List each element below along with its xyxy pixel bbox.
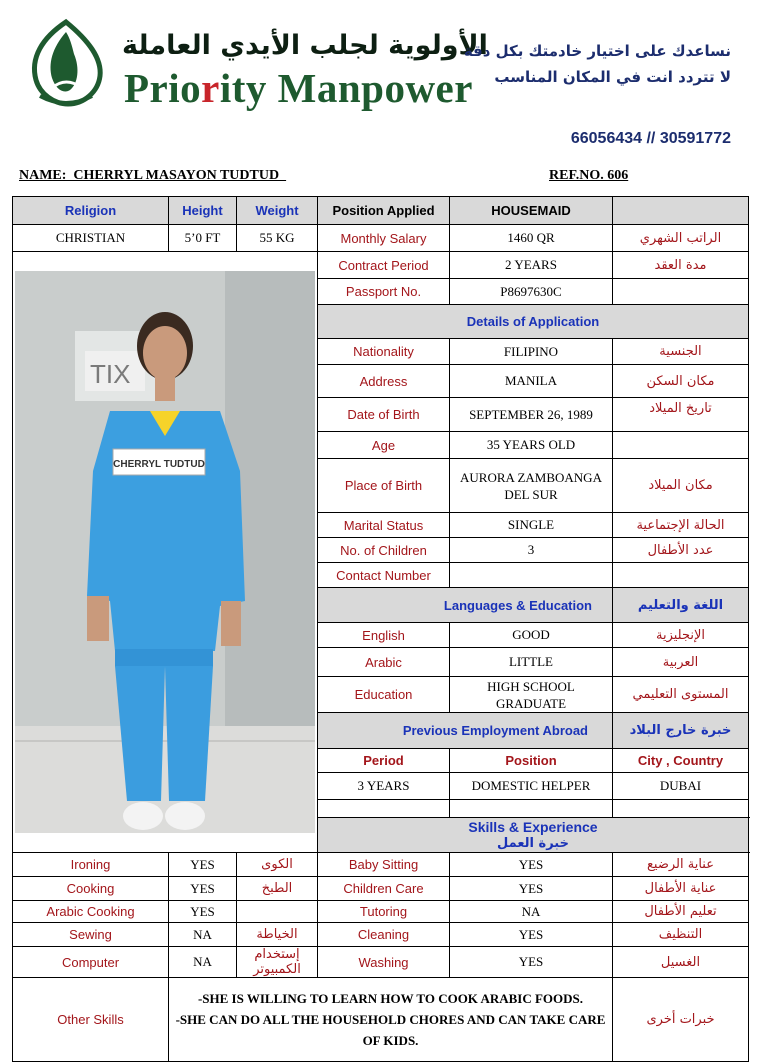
skill-value: NA [169, 923, 237, 947]
pob-value: AURORA ZAMBOANGA DEL SUR [450, 459, 613, 513]
skill-ar [237, 901, 318, 923]
skill-ar: إستخدام الكمبيوتر [237, 947, 318, 978]
marital-label: Marital Status [318, 513, 450, 538]
reference-number: REF.NO. 606 [549, 168, 629, 183]
english-ar: الإنجليزية [613, 623, 749, 648]
dob-label: Date of Birth [318, 398, 450, 432]
skill-ar: الكوى [237, 853, 318, 877]
contact-label: Contact Number [318, 563, 450, 588]
skill-row [13, 901, 749, 923]
skill-value: YES [169, 853, 237, 877]
english-value: GOOD [450, 623, 613, 648]
other-skills-ar: خبرات أخرى [613, 978, 749, 1062]
arabic-ar: العربية [613, 648, 749, 677]
skill-ar: الغسيل [613, 947, 749, 978]
tagline: نساعدك على اختيار خادمتك بكل دقة لا تتردد انت في المكان المناسب [463, 42, 731, 86]
passport-value: P8697630C [450, 279, 613, 305]
skill-value: YES [450, 877, 613, 901]
candidate-name: NAME: CHERRYL MASAYON TUDTUD [19, 168, 287, 183]
skill-ar: عناية الأطفال [613, 877, 749, 901]
skills-header-title: Skills & Experience [468, 819, 598, 835]
skill-label: Cooking [13, 877, 169, 901]
details-header: Details of Application [318, 305, 749, 339]
languages-header: Languages & Education [318, 588, 613, 623]
contract-ar: مدة العقد [613, 252, 749, 279]
phone-numbers: 66056434 // 30591772 [570, 130, 731, 147]
skill-row [13, 853, 749, 877]
children-label: No. of Children [318, 538, 450, 563]
header [0, 0, 759, 147]
skill-value: NA [169, 947, 237, 978]
employment-period: 3 YEARS [318, 773, 450, 800]
salary-label: Monthly Salary [318, 225, 450, 252]
previous-employment-header: Previous Employment Abroad [318, 713, 613, 749]
skill-row [13, 947, 749, 978]
skills-header-ar: خبرة العمل [497, 836, 569, 851]
skill-label: Baby Sitting [318, 853, 450, 877]
marital-ar: الحالة الإجتماعية [613, 513, 749, 538]
age-label: Age [318, 432, 450, 459]
skill-ar: الخياطة [237, 923, 318, 947]
nationality-ar: الجنسية [613, 339, 749, 365]
skill-value: YES [450, 853, 613, 877]
position-applied-label: Position Applied [318, 197, 450, 225]
education-ar: المستوى التعليمي [613, 677, 749, 713]
education-value: HIGH SCHOOL GRADUATE [450, 677, 613, 713]
skill-ar: التنظيف [613, 923, 749, 947]
skill-label: Cleaning [318, 923, 450, 947]
height-header: Height [169, 197, 237, 225]
skill-label: Computer [13, 947, 169, 978]
skills-header [318, 818, 749, 853]
address-ar: مكان السكن [613, 365, 749, 398]
salary-value: 1460 QR [450, 225, 613, 252]
skill-row [13, 923, 749, 947]
other-skills-text: -SHE IS WILLING TO LEARN HOW TO COOK ARABIC FOODS. -SHE CAN DO ALL THE HOUSEHOLD CHORES AND CAN TAKE CARE OF KIDS. [169, 978, 613, 1062]
skill-ar: عناية الرضيع [613, 853, 749, 877]
candidate-photo [15, 271, 315, 833]
contract-label: Contract Period [318, 252, 450, 279]
contact-value [450, 563, 613, 588]
age-value: 35 YEARS OLD [450, 432, 613, 459]
religion-value: CHRISTIAN [13, 225, 169, 252]
skill-value: YES [169, 901, 237, 923]
background-sign: TIX [90, 359, 131, 389]
logo-arabic-text: الأولوية لجلب الأيدي العاملة [122, 30, 488, 61]
children-value: 3 [450, 538, 613, 563]
english-label: English [318, 623, 450, 648]
employment-city-country: DUBAI [613, 773, 749, 800]
skill-label: Ironing [13, 853, 169, 877]
weight-value: 55 KG [237, 225, 318, 252]
marital-value: SINGLE [450, 513, 613, 538]
dob-ar: تاريخ الميلاد [613, 398, 749, 432]
position-applied-value: HOUSEMAID [450, 197, 613, 225]
previous-employment-header-ar: خبرة خارج البلاد [613, 713, 749, 749]
skill-ar: الطبخ [237, 877, 318, 901]
skill-label: Tutoring [318, 901, 450, 923]
skill-ar: تعليم الأطفال [613, 901, 749, 923]
languages-header-ar: اللغة والتعليم [613, 588, 749, 623]
skill-label: Arabic Cooking [13, 901, 169, 923]
arabic-value: LITTLE [450, 648, 613, 677]
employment-position: DOMESTIC HELPER [450, 773, 613, 800]
education-label: Education [318, 677, 450, 713]
skill-value: YES [450, 947, 613, 978]
logo-english-text: Priority Manpower [124, 65, 473, 111]
skill-label: Washing [318, 947, 450, 978]
religion-header: Religion [13, 197, 169, 225]
pob-label: Place of Birth [318, 459, 450, 513]
contract-value: 2 YEARS [450, 252, 613, 279]
name-badge: CHERRYL TUDTUD [113, 459, 205, 470]
dob-value: SEPTEMBER 26, 1989 [450, 398, 613, 432]
address-value: MANILA [450, 365, 613, 398]
nationality-value: FILIPINO [450, 339, 613, 365]
skill-value: YES [169, 877, 237, 901]
period-column-header: Period [318, 749, 450, 773]
photo-cell [13, 252, 318, 853]
skill-value: NA [450, 901, 613, 923]
skill-label: Children Care [318, 877, 450, 901]
passport-label: Passport No. [318, 279, 450, 305]
skill-value: YES [450, 923, 613, 947]
logo-emblem-icon [22, 18, 110, 108]
position-column-header: Position [450, 749, 613, 773]
salary-ar: الراتب الشهري [613, 225, 749, 252]
weight-header: Weight [237, 197, 318, 225]
city-country-column-header: City , Country [613, 749, 749, 773]
other-skills-label: Other Skills [13, 978, 169, 1062]
skill-row [13, 877, 749, 901]
pob-ar: مكان الميلاد [613, 459, 749, 513]
skill-label: Sewing [13, 923, 169, 947]
nationality-label: Nationality [318, 339, 450, 365]
height-value: 5’0 FT [169, 225, 237, 252]
cv-table [12, 196, 749, 1062]
children-ar: عدد الأطفال [613, 538, 749, 563]
address-label: Address [318, 365, 450, 398]
arabic-label: Arabic [318, 648, 450, 677]
